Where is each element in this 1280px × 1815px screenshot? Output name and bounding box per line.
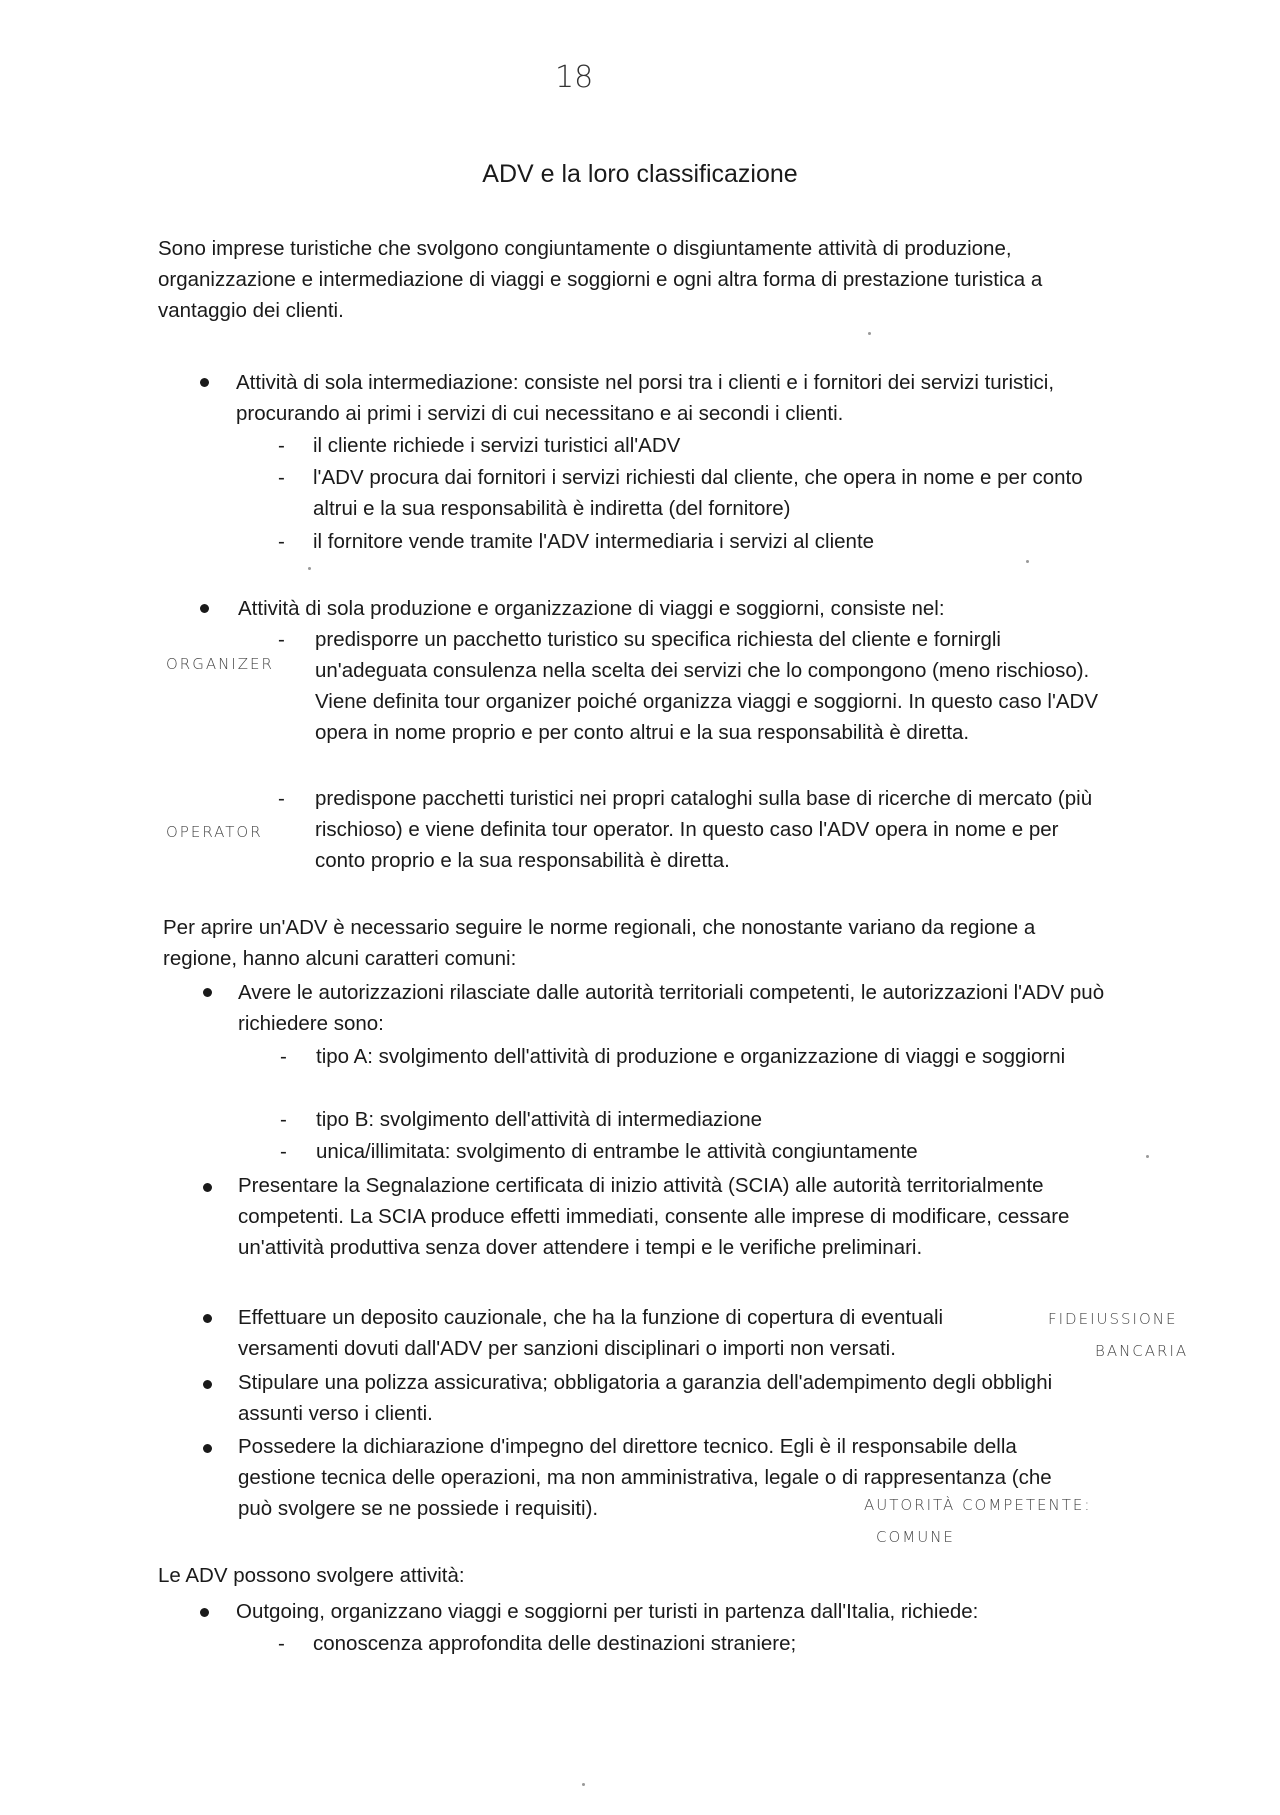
- section2-intro: Per aprire un'ADV è necessario seguire le norme regionali, che nonostante variano da regione a regione, hanno alcuni caratteri comuni:: [163, 916, 1036, 970]
- intro-paragraph: Sono imprese turistiche che svolgono congiuntamente o disgiuntamente attività di produzione, organizzazione e intermediazione di viaggi e soggiorni e ogni altra forma di prestazione turistica a vantaggio dei clienti.: [158, 237, 1043, 322]
- list-item: il fornitore vende tramite l'ADV intermediaria i servizi al cliente: [313, 530, 875, 553]
- bullet-direttore: Possedere la dichiarazione d'impegno del direttore tecnico. Egli è il responsabile della gestione tecnica delle operazioni, ma non amministrativa, legale o di rappresentanza (che può svolgere se ne possiede i requisiti).: [238, 1435, 1052, 1520]
- dash-icon: -: [280, 1140, 287, 1163]
- dash-icon: -: [278, 466, 285, 489]
- bullet-icon: [203, 1183, 212, 1192]
- list-item: il cliente richiede i servizi turistici all'ADV: [313, 434, 681, 457]
- dash-icon: -: [278, 434, 285, 457]
- dash-icon: -: [278, 787, 285, 810]
- list-item: tipo B: svolgimento dell'attività di intermediazione: [316, 1108, 763, 1131]
- dash-icon: -: [278, 530, 285, 553]
- bullet-outgoing: Outgoing, organizzano viaggi e soggiorni per turisti in partenza dall'Italia, richiede:: [236, 1600, 979, 1623]
- bullet-intermediazione: Attività di sola intermediazione: consiste nel porsi tra i clienti e i fornitori dei servizi turistici, procurando ai primi i servizi di cui necessitano e ai secondi i clienti.: [236, 371, 1055, 425]
- section3-intro: Le ADV possono svolgere attività:: [158, 1564, 465, 1587]
- bullet-scia: Presentare la Segnalazione certificata di inizio attività (SCIA) alle autorità territorialmente competenti. La SCIA produce effetti immediati, consente alle imprese di modificare, cessare un'attività produttiva senza dover attendere i tempi e le verifiche preliminari.: [238, 1174, 1070, 1259]
- list-item: unica/illimitata: svolgimento di entrambe le attività congiuntamente: [316, 1140, 918, 1163]
- bullet-icon: [200, 378, 209, 387]
- list-item: tipo A: svolgimento dell'attività di produzione e organizzazione di viaggi e soggiorni: [316, 1045, 1066, 1068]
- dash-icon: -: [278, 1632, 285, 1655]
- handwritten-note-fideiussione: FIDEIUSSIONE: [1048, 1310, 1178, 1328]
- bullet-icon: [203, 1380, 212, 1389]
- bullet-icon: [203, 1314, 212, 1323]
- scan-speck: [582, 1783, 585, 1786]
- bullet-icon: [203, 1444, 212, 1453]
- handwritten-note-comune: COMUNE: [876, 1528, 955, 1546]
- scan-speck: [868, 332, 871, 335]
- bullet-icon: [203, 988, 212, 997]
- dash-icon: -: [278, 628, 285, 651]
- list-item: predispone pacchetti turistici nei propri cataloghi sulla base di ricerche di mercato (più rischioso) e viene definita tour operator. In questo caso l'ADV opera in nome e per conto proprio e la sua responsabilità è diretta.: [315, 787, 1093, 872]
- bullet-icon: [200, 604, 209, 613]
- dash-icon: -: [280, 1108, 287, 1131]
- bullet-produzione: Attività di sola produzione e organizzazione di viaggi e soggiorni, consiste nel:: [238, 597, 945, 620]
- page-number: 18: [555, 60, 594, 95]
- handwritten-note-organizer: ORGANIZER: [166, 655, 274, 673]
- scan-speck: [1026, 560, 1029, 563]
- bullet-deposito: Effettuare un deposito cauzionale, che ha la funzione di copertura di eventuali versamenti dovuti dall'ADV per sanzioni disciplinari o importi non versati.: [238, 1306, 944, 1360]
- bullet-autorizzazioni: Avere le autorizzazioni rilasciate dalle autorità territoriali competenti, le autorizzazioni l'ADV può richiedere sono:: [238, 981, 1105, 1035]
- scan-speck: [1146, 1155, 1149, 1158]
- list-item: predisporre un pacchetto turistico su specifica richiesta del cliente e fornirgli un'adeguata consulenza nella scelta dei servizi che lo compongono (meno rischioso). Viene definita tour organizer poiché organizza viaggi e soggiorni. In questo caso l'ADV opera in nome proprio e per conto altrui e la sua responsabilità è diretta.: [315, 628, 1099, 744]
- scan-speck: [308, 567, 311, 570]
- bullet-icon: [200, 1608, 209, 1617]
- dash-icon: -: [280, 1045, 287, 1068]
- handwritten-note-bancaria: BANCARIA: [1095, 1342, 1189, 1360]
- bullet-polizza: Stipulare una polizza assicurativa; obbligatoria a garanzia dell'adempimento degli obblighi assunti verso i clienti.: [238, 1371, 1053, 1425]
- list-item: l'ADV procura dai fornitori i servizi richiesti dal cliente, che opera in nome e per conto altrui e la sua responsabilità è indiretta (del fornitore): [313, 466, 1083, 520]
- document-title: ADV e la loro classificazione: [482, 160, 798, 188]
- list-item: conoscenza approfondita delle destinazioni straniere;: [313, 1632, 797, 1655]
- handwritten-note-autorita: AUTORITÀ COMPETENTE:: [864, 1496, 1092, 1514]
- handwritten-note-operator: OPERATOR: [166, 823, 263, 841]
